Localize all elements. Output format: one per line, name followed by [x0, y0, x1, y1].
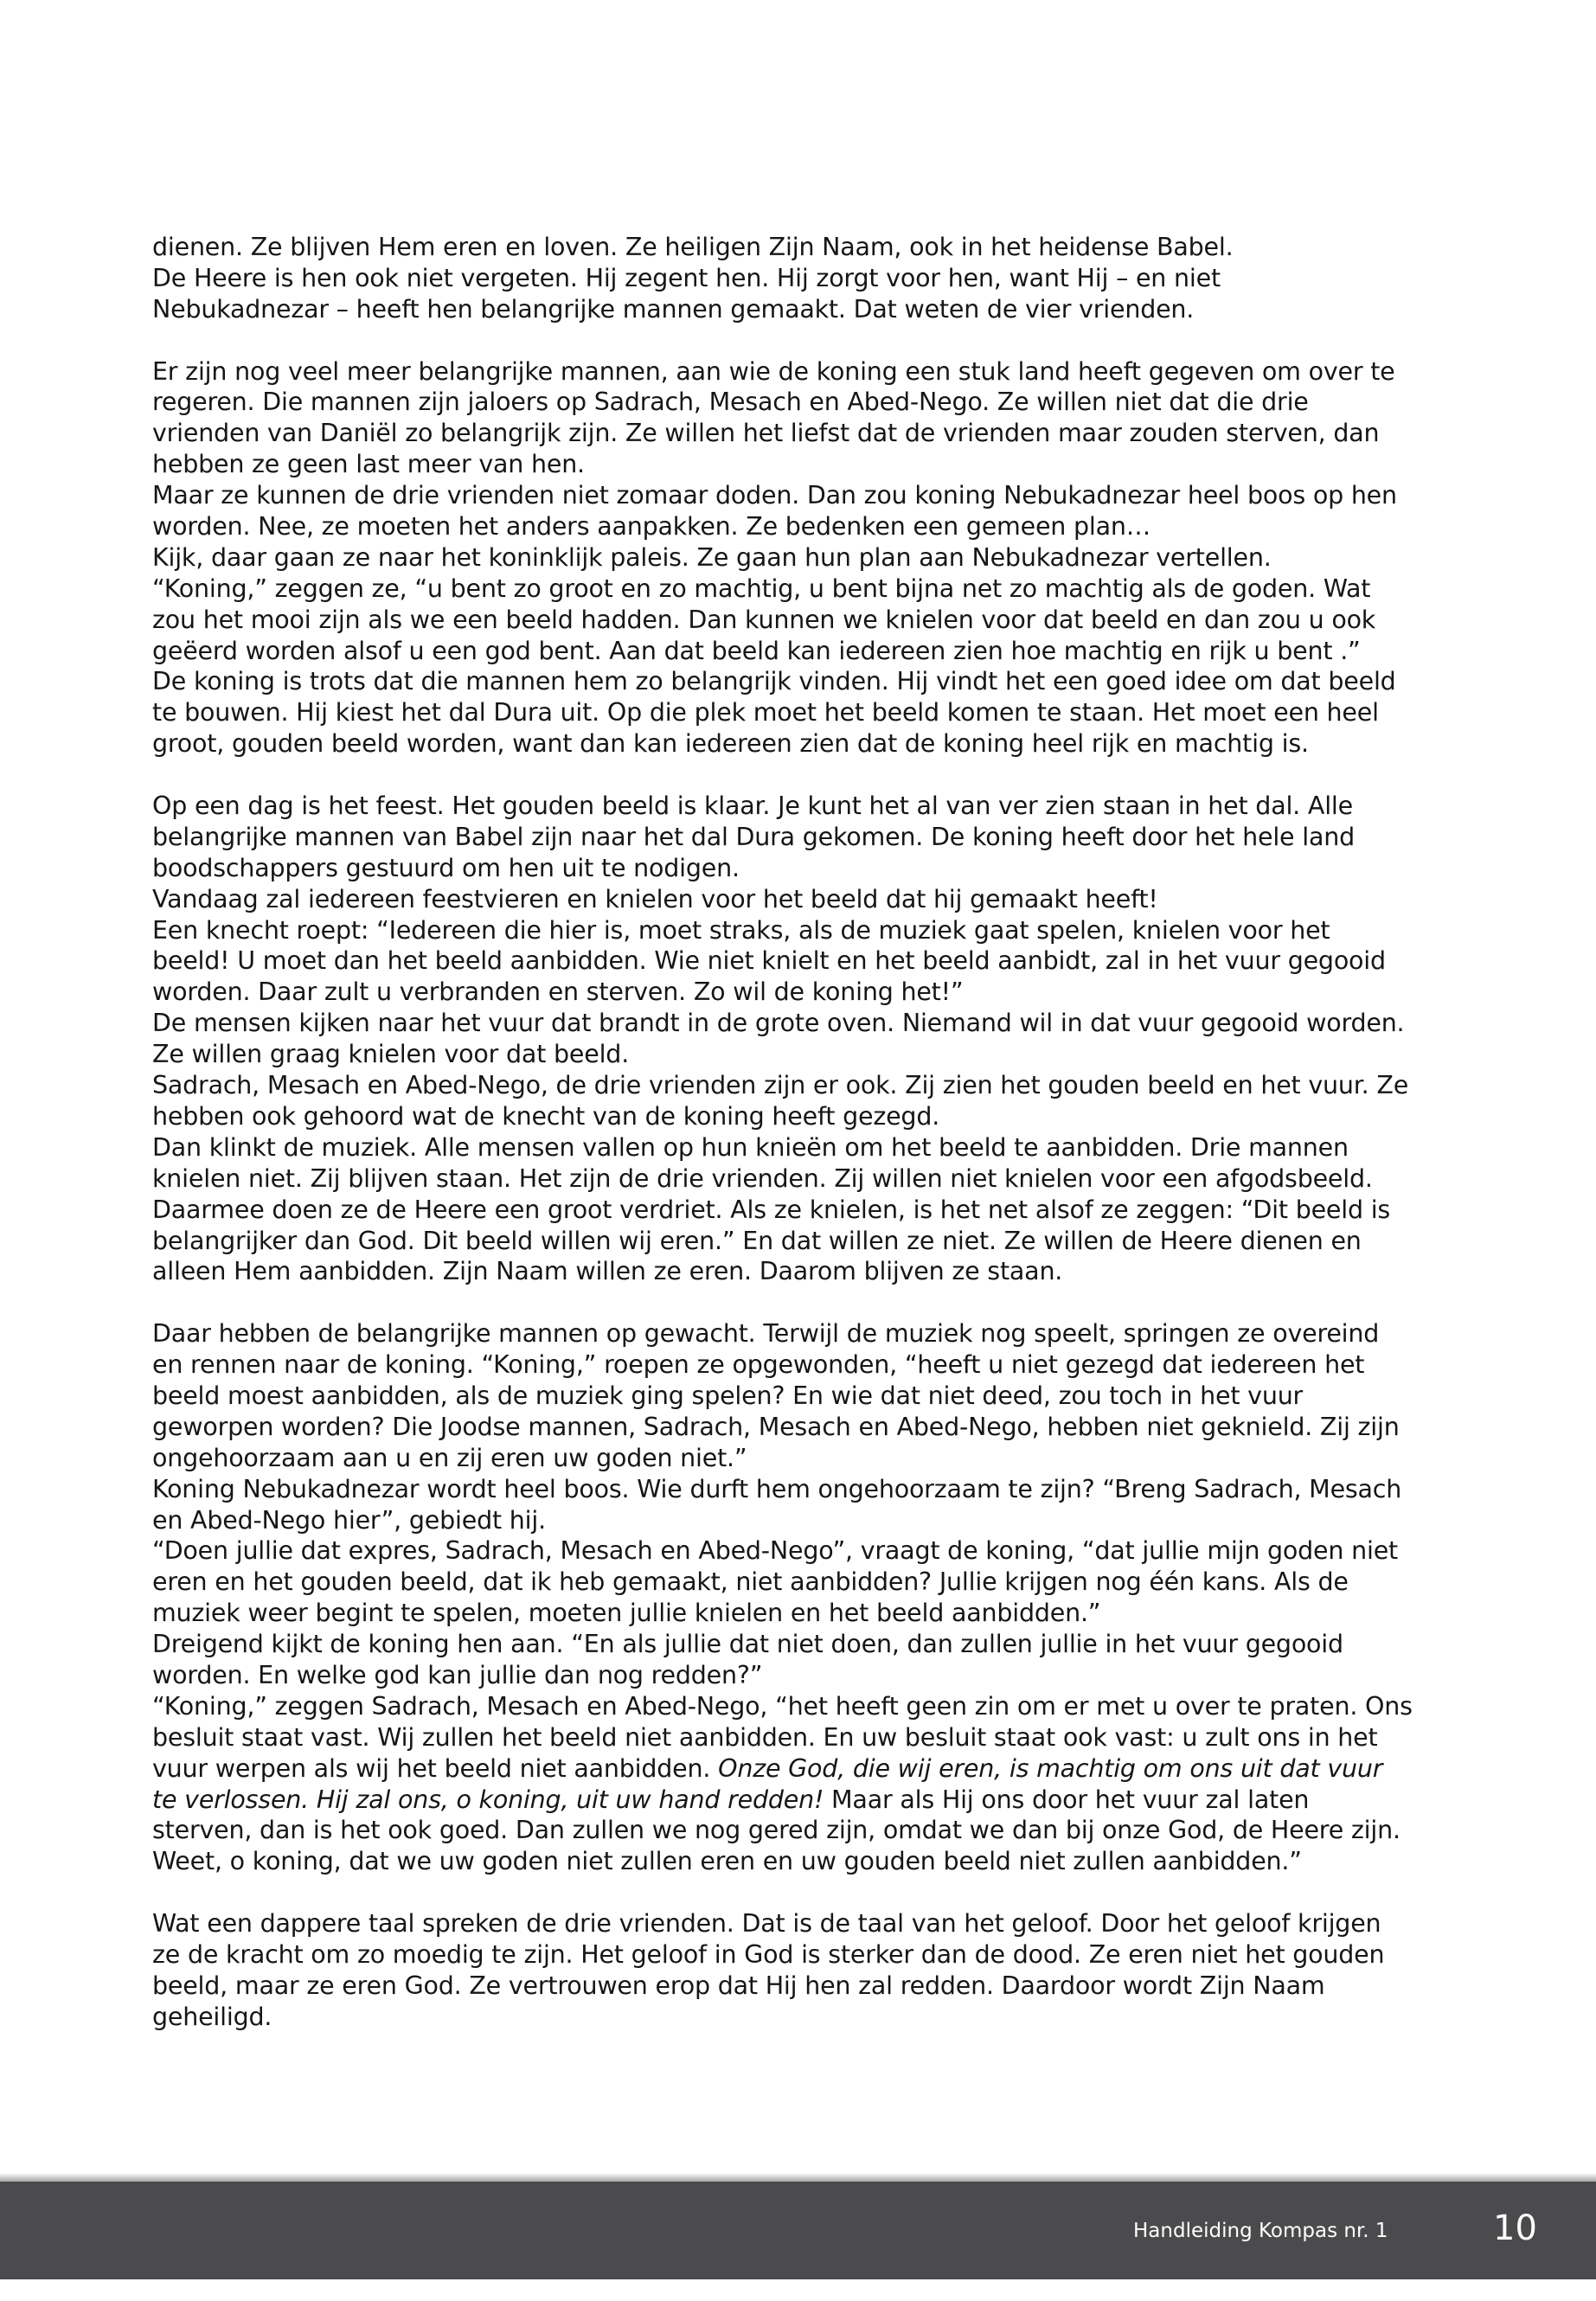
text-line — [152, 728, 1413, 760]
text-segment: knielen niet. Zij blijven staan. Het zijn de drie vrienden. Zij willen niet knielen voor een afgodsbeeld. — [152, 1163, 1373, 1193]
text-line — [152, 1815, 1413, 1846]
text-segment: zou het mooi zijn als we een beeld hadden. Dan kunnen we knielen voor dat beeld en dan zou u ook — [152, 605, 1376, 634]
text-line — [152, 1101, 1413, 1132]
text-segment: Wat een dappere taal spreken de drie vrienden. Dat is de taal van het geloof. Door het geloof krijgen — [152, 1909, 1381, 1939]
text-line — [152, 977, 1413, 1008]
text-line — [152, 1722, 1413, 1753]
text-line — [152, 1785, 1413, 1816]
text-segment: ze de kracht om zo moedig te zijn. Het geloof in God is sterker dan de dood. Ze eren niet het gouden — [152, 1939, 1385, 1969]
text-segment: beeld moest aanbidden, als de muziek ging spelen? En wie dat niet deed, zou toch in het vuur — [152, 1381, 1304, 1410]
text-line — [152, 1070, 1413, 1101]
text-segment: “Koning,” zeggen ze, “u bent zo groot en zo machtig, u bent bijna net zo machtig als de goden. Wat — [152, 574, 1371, 603]
text-line — [152, 1008, 1413, 1039]
text-segment: vrienden van Daniël zo belangrijk zijn. Ze willen het liefst dat de vrienden maar zouden sterven, dan — [152, 419, 1380, 448]
text-line — [152, 1349, 1413, 1381]
text-line — [152, 356, 1413, 388]
text-segment: Maar ze kunnen de drie vrienden niet zomaar doden. Dan zou koning Nebukadnezar heel boos op hen — [152, 481, 1397, 510]
text-segment: geworpen worden? Die Joodse mannen, Sadrach, Mesach en Abed-Nego, hebben niet geknield. Zij zijn — [152, 1412, 1400, 1441]
text-line — [152, 636, 1413, 667]
text-segment: Een knecht roept: “Iedereen die hier is, moet straks, als de muziek gaat spelen, knielen voor het — [152, 915, 1330, 945]
text-line — [152, 1753, 1413, 1785]
text-line — [152, 853, 1413, 884]
text-segment: Sadrach, Mesach en Abed-Nego, de drie vrienden zijn er ook. Zij zien het gouden beeld en het vuur. Ze — [152, 1071, 1409, 1100]
text-line — [152, 1660, 1413, 1691]
text-segment: worden. Nee, ze moeten het anders aanpakken. Ze bedenken een gemeen plan… — [152, 512, 1151, 542]
text-line — [152, 1443, 1413, 1474]
text-line — [152, 945, 1413, 977]
text-line — [152, 418, 1413, 449]
text-segment: Ze willen graag knielen voor dat beeld. — [152, 1040, 630, 1069]
text-line — [152, 666, 1413, 697]
text-segment: dienen. Ze blijven Hem eren en loven. Ze heiligen Zijn Naam, ook in het heidense Babel. — [152, 233, 1234, 261]
text-segment: Nebukadnezar – heeft hen belangrijke mannen gemaakt. Dat weten de vier vrienden. — [152, 294, 1195, 324]
text-line — [152, 574, 1413, 605]
text-line — [152, 1039, 1413, 1070]
text-line — [152, 1256, 1413, 1287]
text-line — [152, 1412, 1413, 1443]
text-segment: eren en het gouden beeld, dat ik heb gemaakt, niet aanbidden? Jullie krijgen nog één kans. Als de — [152, 1567, 1349, 1597]
text-segment: De koning is trots dat die mannen hem zo belangrijk vinden. Hij vindt het een goed idee om dat beeld — [152, 667, 1396, 696]
body-text — [152, 232, 1413, 2033]
text-line — [152, 1195, 1413, 1226]
blank-line — [152, 325, 1413, 356]
text-line — [152, 2002, 1413, 2033]
text-segment: alleen Hem aanbidden. Zijn Naam willen ze eren. Daarom blijven ze staan. — [152, 1257, 1063, 1286]
text-segment: sterven, dan is het ook goed. Dan zullen we nog gered zijn, omdat we dan bij onze God, de Heere zijn. — [152, 1816, 1401, 1845]
text-segment: De mensen kijken naar het vuur dat brandt in de grote oven. Niemand wil in dat vuur gegooid worden. — [152, 1009, 1405, 1038]
blank-line — [152, 1877, 1413, 1908]
text-line — [152, 1132, 1413, 1163]
text-segment: Er zijn nog veel meer belangrijke mannen, aan wie de koning een stuk land heeft gegeven om over te — [152, 356, 1395, 386]
text-segment: muziek weer begint te spelen, moeten jullie knielen en het beeld aanbidden.” — [152, 1599, 1101, 1628]
text-segment: beeld! U moet dan het beeld aanbidden. Wie niet knielt en het beeld aanbidt, zal in het vuur gegooid — [152, 946, 1386, 976]
text-line — [152, 915, 1413, 946]
text-line — [152, 387, 1413, 418]
text-line — [152, 1381, 1413, 1412]
text-line — [152, 822, 1413, 853]
text-line — [152, 1629, 1413, 1660]
text-segment: Koning Nebukadnezar wordt heel boos. Wie durft hem ongehoorzaam te zijn? “Breng Sadrach, Mesach — [152, 1474, 1402, 1503]
text-line — [152, 1939, 1413, 1971]
footer-title: Handleiding Kompas nr. 1 — [1133, 2220, 1388, 2242]
text-segment: De Heere is hen ook niet vergeten. Hij zegent hen. Hij zorgt voor hen, want Hij – en niet — [152, 263, 1221, 292]
text-segment: boodschappers gestuurd om hen uit te nodigen. — [152, 853, 740, 882]
text-line — [152, 1226, 1413, 1257]
text-segment: Daarmee doen ze de Heere een groot verdriet. Als ze knielen, is het net alsof ze zeggen: “Dit beeld is — [152, 1195, 1391, 1224]
text-segment: beeld, maar ze eren God. Ze vertrouwen erop dat Hij hen zal redden. Daardoor wordt Zijn Naam — [152, 1971, 1325, 2000]
text-line — [152, 263, 1413, 294]
text-line — [152, 1318, 1413, 1349]
text-line — [152, 294, 1413, 325]
text-line — [152, 1567, 1413, 1598]
text-line — [152, 1846, 1413, 1877]
text-line — [152, 480, 1413, 511]
text-segment: “Doen jullie dat expres, Sadrach, Mesach en Abed-Nego”, vraagt de koning, “dat jullie mijn goden niet — [152, 1536, 1399, 1566]
text-segment: Dreigend kijkt de koning hen aan. “En als jullie dat niet doen, dan zullen jullie in het vuur gegooid — [152, 1630, 1343, 1659]
text-line — [152, 449, 1413, 480]
text-segment: Weet, o koning, dat we uw goden niet zullen eren en uw gouden beeld niet zullen aanbidden.” — [152, 1847, 1302, 1876]
text-segment: en rennen naar de koning. “Koning,” roepen ze opgewonden, “heeft u niet gezegd dat iedereen het — [152, 1350, 1365, 1380]
text-segment: Vandaag zal iedereen feestvieren en knielen voor het beeld dat hij gemaakt heeft! — [152, 884, 1158, 913]
text-line — [152, 1598, 1413, 1629]
text-segment: Dan klinkt de muziek. Alle mensen vallen op hun knieën om het beeld te aanbidden. Drie mannen — [152, 1132, 1349, 1162]
text-segment: belangrijke mannen van Babel zijn naar het dal Dura gekomen. De koning heeft door het hele land — [152, 822, 1355, 851]
text-segment: Kijk, daar gaan ze naar het koninklijk paleis. Ze gaan hun plan aan Nebukadnezar vertellen. — [152, 542, 1272, 572]
text-segment: “Koning,” zeggen Sadrach, Mesach en Abed-Nego, “het heeft geen zin om er met u over te praten. Ons — [152, 1691, 1413, 1721]
text-segment: te bouwen. Hij kiest het dal Dura uit. Op die plek moet het beeld komen te staan. Het moet een heel — [152, 698, 1379, 727]
text-segment: regeren. Die mannen zijn jaloers op Sadrach, Mesach en Abed-Nego. Ze willen niet dat die drie — [152, 388, 1309, 417]
text-line — [152, 605, 1413, 636]
text-line — [152, 1505, 1413, 1536]
text-line — [152, 1474, 1413, 1505]
text-segment: ongehoorzaam aan u en zij eren uw goden niet.” — [152, 1443, 747, 1472]
text-segment: Daar hebben de belangrijke mannen op gewacht. Terwijl de muziek nog speelt, springen ze overeind — [152, 1319, 1380, 1349]
text-segment: belangrijker dan God. Dit beeld willen wij eren.” En dat willen ze niet. Ze willen de Heere dienen en — [152, 1226, 1362, 1255]
text-segment: en Abed-Nego hier”, gebiedt hij. — [152, 1505, 546, 1535]
page-number: 10 — [1493, 2208, 1537, 2248]
text-line — [152, 884, 1413, 915]
text-line — [152, 511, 1413, 542]
italic-text-segment: Onze God, die wij eren, is machtig om ons uit dat vuur — [718, 1753, 1383, 1783]
text-line — [152, 1908, 1413, 1939]
text-line — [152, 697, 1413, 728]
blank-line — [152, 1287, 1413, 1318]
text-line — [152, 1691, 1413, 1722]
text-line — [152, 542, 1413, 574]
text-segment: vuur werpen als wij het beeld niet aanbidden. — [152, 1753, 719, 1783]
text-segment: worden. Daar zult u verbranden en sterven. Zo wil de koning het!” — [152, 977, 964, 1007]
text-line — [152, 791, 1413, 822]
text-segment: worden. En welke god kan jullie dan nog redden?” — [152, 1660, 763, 1689]
text-segment: Maar als Hij ons door het vuur zal laten — [824, 1785, 1310, 1814]
blank-line — [152, 760, 1413, 791]
text-segment: geheiligd. — [152, 2002, 272, 2031]
text-segment: geëerd worden alsof u een god bent. Aan dat beeld kan iedereen zien hoe machtig en rijk u bent .” — [152, 636, 1361, 665]
text-line — [152, 232, 1413, 263]
text-line — [152, 1535, 1413, 1567]
text-line — [152, 1971, 1413, 2002]
text-segment: Op een dag is het feest. Het gouden beeld is klaar. Je kunt het al van ver zien staan in het dal. Alle — [152, 792, 1353, 821]
text-segment: hebben ze geen last meer van hen. — [152, 450, 585, 479]
italic-text-segment: te verlossen. Hij zal ons, o koning, uit uw hand redden! — [152, 1785, 824, 1814]
text-segment: groot, gouden beeld worden, want dan kan iedereen zien dat de koning heel rijk en machtig is. — [152, 729, 1309, 759]
text-segment: hebben ook gehoord wat de knecht van de koning heeft gezegd. — [152, 1101, 940, 1131]
text-segment: besluit staat vast. Wij zullen het beeld niet aanbidden. En uw besluit staat ook vast: u zult ons in het — [152, 1722, 1378, 1752]
text-line — [152, 1163, 1413, 1195]
